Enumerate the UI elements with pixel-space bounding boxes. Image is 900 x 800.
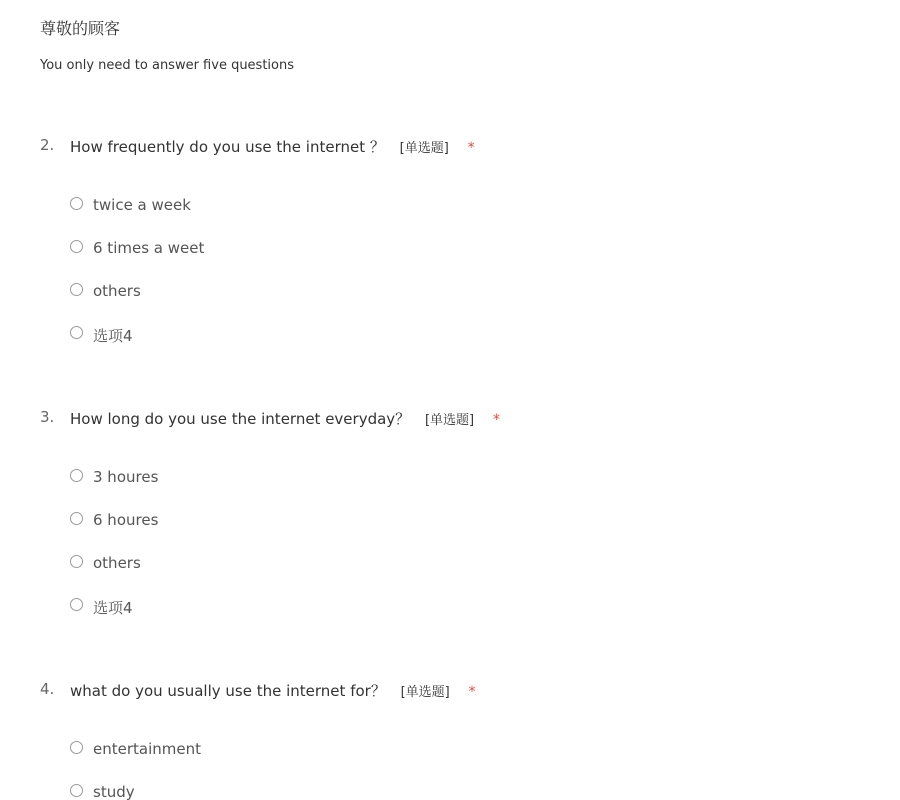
question-title xyxy=(40,680,860,700)
option-label[interactable]: study xyxy=(93,783,135,800)
required-marker: * xyxy=(492,412,500,428)
question-number: 4. xyxy=(40,680,55,698)
radio-unchecked-icon[interactable] xyxy=(70,784,83,797)
option-label[interactable]: 6 houres xyxy=(93,511,159,529)
required-marker: * xyxy=(468,684,476,700)
survey-intro: You only need to answer five questions xyxy=(40,58,295,73)
radio-unchecked-icon[interactable] xyxy=(70,469,83,482)
option-label[interactable]: 选项4 xyxy=(93,599,133,617)
radio-unchecked-icon[interactable] xyxy=(70,598,83,611)
question-title xyxy=(40,408,860,428)
option-label[interactable]: 选项4 xyxy=(93,327,133,345)
option-label[interactable]: others xyxy=(93,282,141,300)
radio-unchecked-icon[interactable] xyxy=(70,512,83,525)
question-number: 2. xyxy=(40,136,55,154)
question-text-wrap xyxy=(70,408,500,429)
option-label[interactable]: entertainment xyxy=(93,740,201,758)
question-text-wrap xyxy=(70,680,476,701)
required-marker: * xyxy=(467,140,475,156)
question-text: How frequently do you use the internet ？ xyxy=(70,138,385,156)
question-text-wrap xyxy=(70,136,475,157)
question-text: what do you usually use the internet for？ xyxy=(70,682,386,700)
option-label[interactable]: 3 houres xyxy=(93,468,159,486)
radio-unchecked-icon[interactable] xyxy=(70,197,83,210)
radio-unchecked-icon[interactable] xyxy=(70,326,83,339)
question-text: How long do you use the internet everyday？ xyxy=(70,410,411,428)
radio-unchecked-icon[interactable] xyxy=(70,283,83,296)
option-label[interactable]: 6 times a weet xyxy=(93,239,205,257)
question-number: 3. xyxy=(40,408,55,426)
radio-unchecked-icon[interactable] xyxy=(70,741,83,754)
question-4 xyxy=(40,680,860,800)
radio-unchecked-icon[interactable] xyxy=(70,240,83,253)
option-label[interactable]: others xyxy=(93,554,141,572)
question-type-tag: [单选题] xyxy=(424,413,475,428)
question-title xyxy=(40,136,860,156)
survey-greeting: 尊敬的顾客 xyxy=(40,19,121,38)
option-label[interactable]: twice a week xyxy=(93,196,191,214)
question-2 xyxy=(40,136,860,345)
radio-unchecked-icon[interactable] xyxy=(70,555,83,568)
question-type-tag: [单选题] xyxy=(400,685,450,700)
question-3 xyxy=(40,408,860,617)
question-type-tag: [单选题] xyxy=(399,141,449,156)
